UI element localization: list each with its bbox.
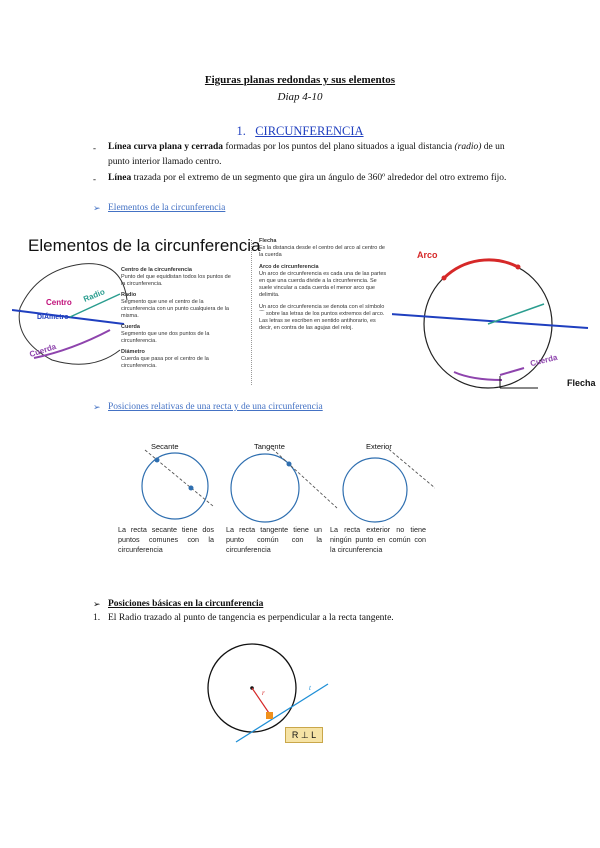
tangent-point xyxy=(287,462,292,467)
def-item xyxy=(121,324,233,345)
def-item xyxy=(259,304,389,332)
def-term: Cuerda xyxy=(121,324,140,330)
label-radio: Radio xyxy=(82,287,107,304)
definitions-right xyxy=(259,238,389,332)
label-cuerda: Cuerda xyxy=(28,341,58,360)
def-text: Un arco de circunferencia es cada una de las partes en que una cuerda divide a la circunferencia. Se suele vincular a cada cuerda el menor arco que delimita. xyxy=(259,271,387,298)
def-text: Un arco de circunferencia se denota con el símbolo ⌒ sobre las letras de los puntos extremos del arco. Las letras se escriben en sentido antihorario, es decir, en contra de las agujas del reloj. xyxy=(259,304,385,331)
radius-line xyxy=(488,304,544,324)
definition-1-italic: (radio) xyxy=(454,142,482,152)
def-item xyxy=(121,267,233,288)
label-cuerda: Cuerda xyxy=(529,352,559,369)
definition-1-bold: Línea curva plana y cerrada xyxy=(108,142,224,152)
arrow-icon: ➢ xyxy=(93,402,101,412)
def-text: Punto del que equidistan todos los puntos de la circunferencia. xyxy=(121,274,231,287)
arrow-icon: ➢ xyxy=(93,203,101,213)
def-term: Flecha xyxy=(259,238,277,244)
tangent-line xyxy=(265,448,337,508)
def-term: Diámetro xyxy=(121,349,145,355)
def-item xyxy=(121,292,233,320)
definition-1-line2: punto interior llamado centro. xyxy=(108,157,222,167)
def-text: Segmento que une dos puntos de la circunferencia. xyxy=(121,331,210,344)
section-heading xyxy=(0,124,600,139)
section-title: CIRCUNFERENCIA xyxy=(255,124,364,138)
definition-1-end: de un xyxy=(481,142,505,152)
subsection-posiciones-relativas[interactable]: Posiciones relativas de una recta y de una circunferencia xyxy=(108,402,323,412)
perpendicular-badge: R ⊥ L xyxy=(285,727,323,743)
definition-1-text: formadas por los puntos del plano situados a igual distancia xyxy=(223,142,455,152)
def-item xyxy=(121,349,233,370)
secant-circle xyxy=(142,453,208,519)
chord-line xyxy=(500,368,524,375)
subsection-posiciones-basicas: Posiciones básicas en la circunferencia xyxy=(108,599,264,609)
section-number: 1. xyxy=(236,124,246,138)
page-subtitle: Diap 4-10 xyxy=(277,91,323,103)
label-arco: Arco xyxy=(417,250,438,260)
bullet-dash-2: - xyxy=(93,174,96,184)
tangente-text: La recta tangente tiene un punto común con la circunferencia xyxy=(226,525,322,554)
label-secante: Secante xyxy=(151,442,179,451)
intersection-point xyxy=(155,458,160,463)
chord-line xyxy=(454,372,502,380)
definition-1 xyxy=(108,140,518,170)
divider xyxy=(251,240,252,385)
diameter-line xyxy=(392,314,588,328)
def-text: Segmento que une el centro de la circunferencia con un punto cualquiera de la misma. xyxy=(121,299,229,319)
definitions-left xyxy=(121,267,233,370)
label-centro: Centro xyxy=(46,298,72,307)
def-item xyxy=(259,264,389,299)
item-number: 1. xyxy=(93,613,101,623)
exterior-text: La recta exterior no tiene ningún punto en común con la circunferencia xyxy=(330,525,426,554)
tangency-diagram xyxy=(200,636,350,746)
def-term: Radio xyxy=(121,292,137,298)
arc-point xyxy=(516,265,521,270)
label-flecha: Flecha xyxy=(567,378,596,388)
def-term: Arco de circunferencia xyxy=(259,264,319,270)
bullet-dash-1: - xyxy=(93,143,96,153)
def-text: Cuerda que pasa por el centro de la circunferencia. xyxy=(121,356,209,369)
def-term: Centro de la circunferencia xyxy=(121,267,192,273)
definition-2 xyxy=(108,171,528,186)
arc-point xyxy=(442,276,447,281)
def-item xyxy=(259,238,389,259)
figure-heading: Elementos de la circunferencia xyxy=(28,236,261,255)
right-angle-mark xyxy=(266,712,273,719)
definition-2-text: trazada por el extremo de un segmento que gira un ángulo de 360º alrededor del otro extremo fijo. xyxy=(131,173,507,183)
exterior-circle xyxy=(343,458,407,522)
definition-2-bold: Línea xyxy=(108,173,132,183)
item-text: El Radio trazado al punto de tangencia es perpendicular a la recta tangente. xyxy=(108,613,394,623)
label-tangente: Tangente xyxy=(254,442,285,451)
exterior-line xyxy=(385,448,435,488)
arrow-icon: ➢ xyxy=(93,599,101,609)
subsection-elementos[interactable]: Elementos de la circunferencia xyxy=(108,203,226,213)
positions-diagram xyxy=(115,448,435,528)
elements-diagram-right xyxy=(392,240,592,390)
label-exterior: Exterior xyxy=(366,442,392,451)
def-text: Es la distancia desde el centro del arco al centro de la cuerda xyxy=(259,245,385,258)
intersection-point xyxy=(189,486,194,491)
label-diametro: DIÁmetro xyxy=(37,314,69,321)
label-t: t xyxy=(309,684,311,692)
page-title: Figuras planas redondas y sus elementos xyxy=(204,74,396,86)
label-r: r xyxy=(262,689,265,697)
arc-highlight xyxy=(444,260,518,278)
secante-text: La recta secante tiene dos puntos comunes con la circunferencia xyxy=(118,525,214,554)
